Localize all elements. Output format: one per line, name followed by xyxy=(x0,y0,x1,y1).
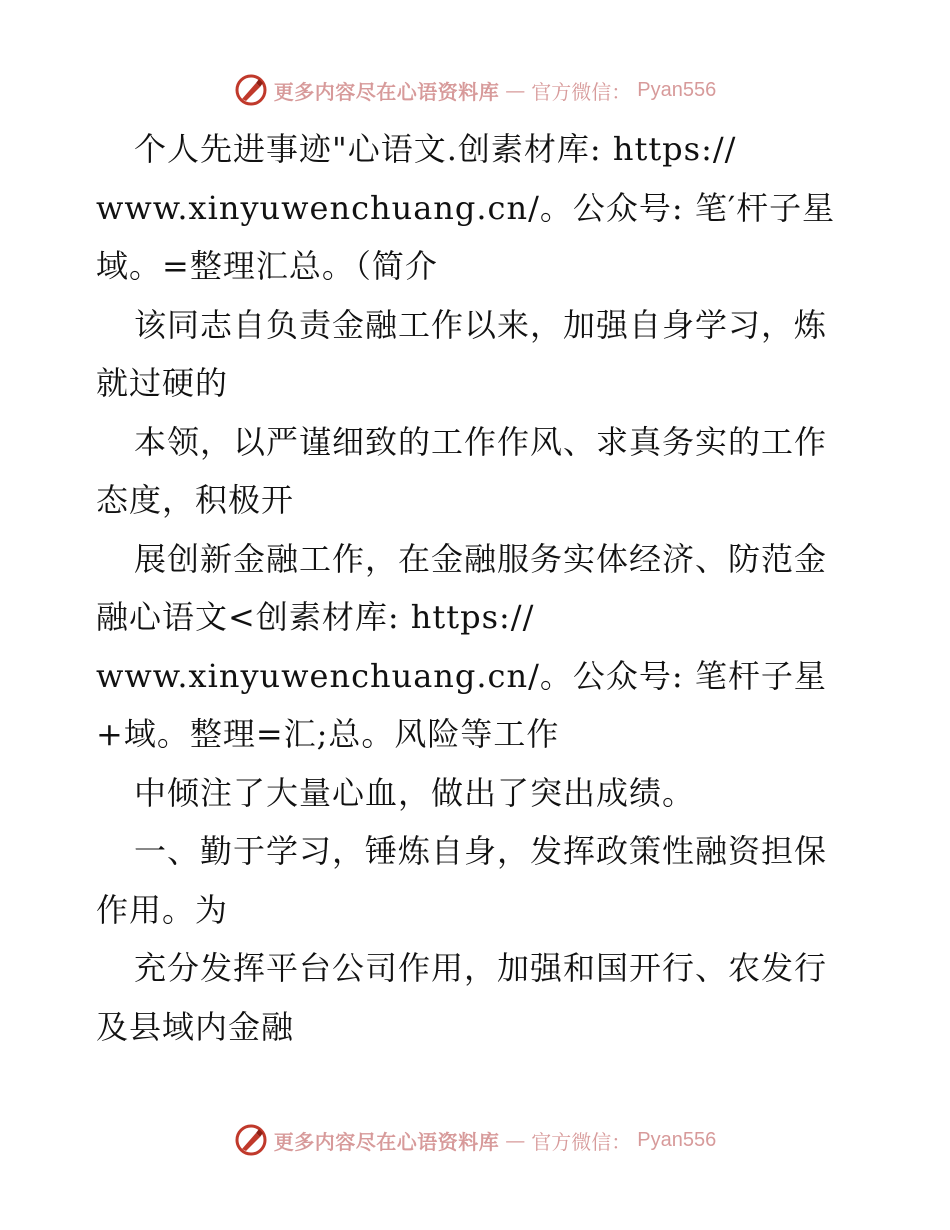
text-line: 充分发挥平台公司作用，加强和国开行、农发行 xyxy=(134,949,828,987)
header-wechat-id: Pyan556 xyxy=(637,78,717,101)
text-line: 该同志自负责金融工作以来，加强自身学习，炼 xyxy=(134,305,828,344)
text-line: 就过硬的 xyxy=(96,364,229,402)
header-wechat-label: 官方微信： xyxy=(531,79,632,104)
text-line: 中倾注了大量心血，做出了突出成绩。 xyxy=(134,773,696,812)
text-line: 融心语文<创素材库: https:// xyxy=(96,598,535,636)
pen-logo-icon xyxy=(234,73,268,107)
text-line: 展创新金融工作，在金融服务实体经济、防范金 xyxy=(134,539,828,578)
header-separator: — xyxy=(505,78,526,102)
header-banner xyxy=(0,70,950,110)
pen-logo-icon xyxy=(234,1123,268,1157)
text-line: 一、勤于学习，锤炼自身，发挥政策性融资担保 xyxy=(134,832,828,870)
footer-separator: — xyxy=(505,1128,526,1152)
document-body xyxy=(96,120,866,1056)
text-line: 个人先进事迹"心语文.创素材库: https:// xyxy=(134,130,737,168)
footer-wechat-id: Pyan556 xyxy=(637,1128,717,1151)
text-line: www.xinyuwenchuang.cn/。公众号: 笔杆子星 xyxy=(96,656,827,695)
text-line: +域。整理=汇;总。风险等工作 xyxy=(96,715,560,753)
footer-wechat-label: 官方微信： xyxy=(531,1129,632,1154)
footer-banner-text: 更多内容尽在心语资料库 xyxy=(273,1129,500,1154)
footer-banner xyxy=(0,1120,950,1160)
text-line: 及县域内金融 xyxy=(96,1007,295,1046)
text-line: www.xinyuwenchuang.cn/。公众号: 笔′杆子星 xyxy=(96,188,836,227)
text-line: 本领，以严谨细致的工作作风、求真务实的工作 xyxy=(134,422,828,461)
header-banner-text: 更多内容尽在心语资料库 xyxy=(273,79,500,104)
text-line: 态度，积极开 xyxy=(96,481,295,519)
text-line: 作用。为 xyxy=(96,890,229,929)
text-line: 域。=整理汇总。（简介 xyxy=(96,247,438,285)
